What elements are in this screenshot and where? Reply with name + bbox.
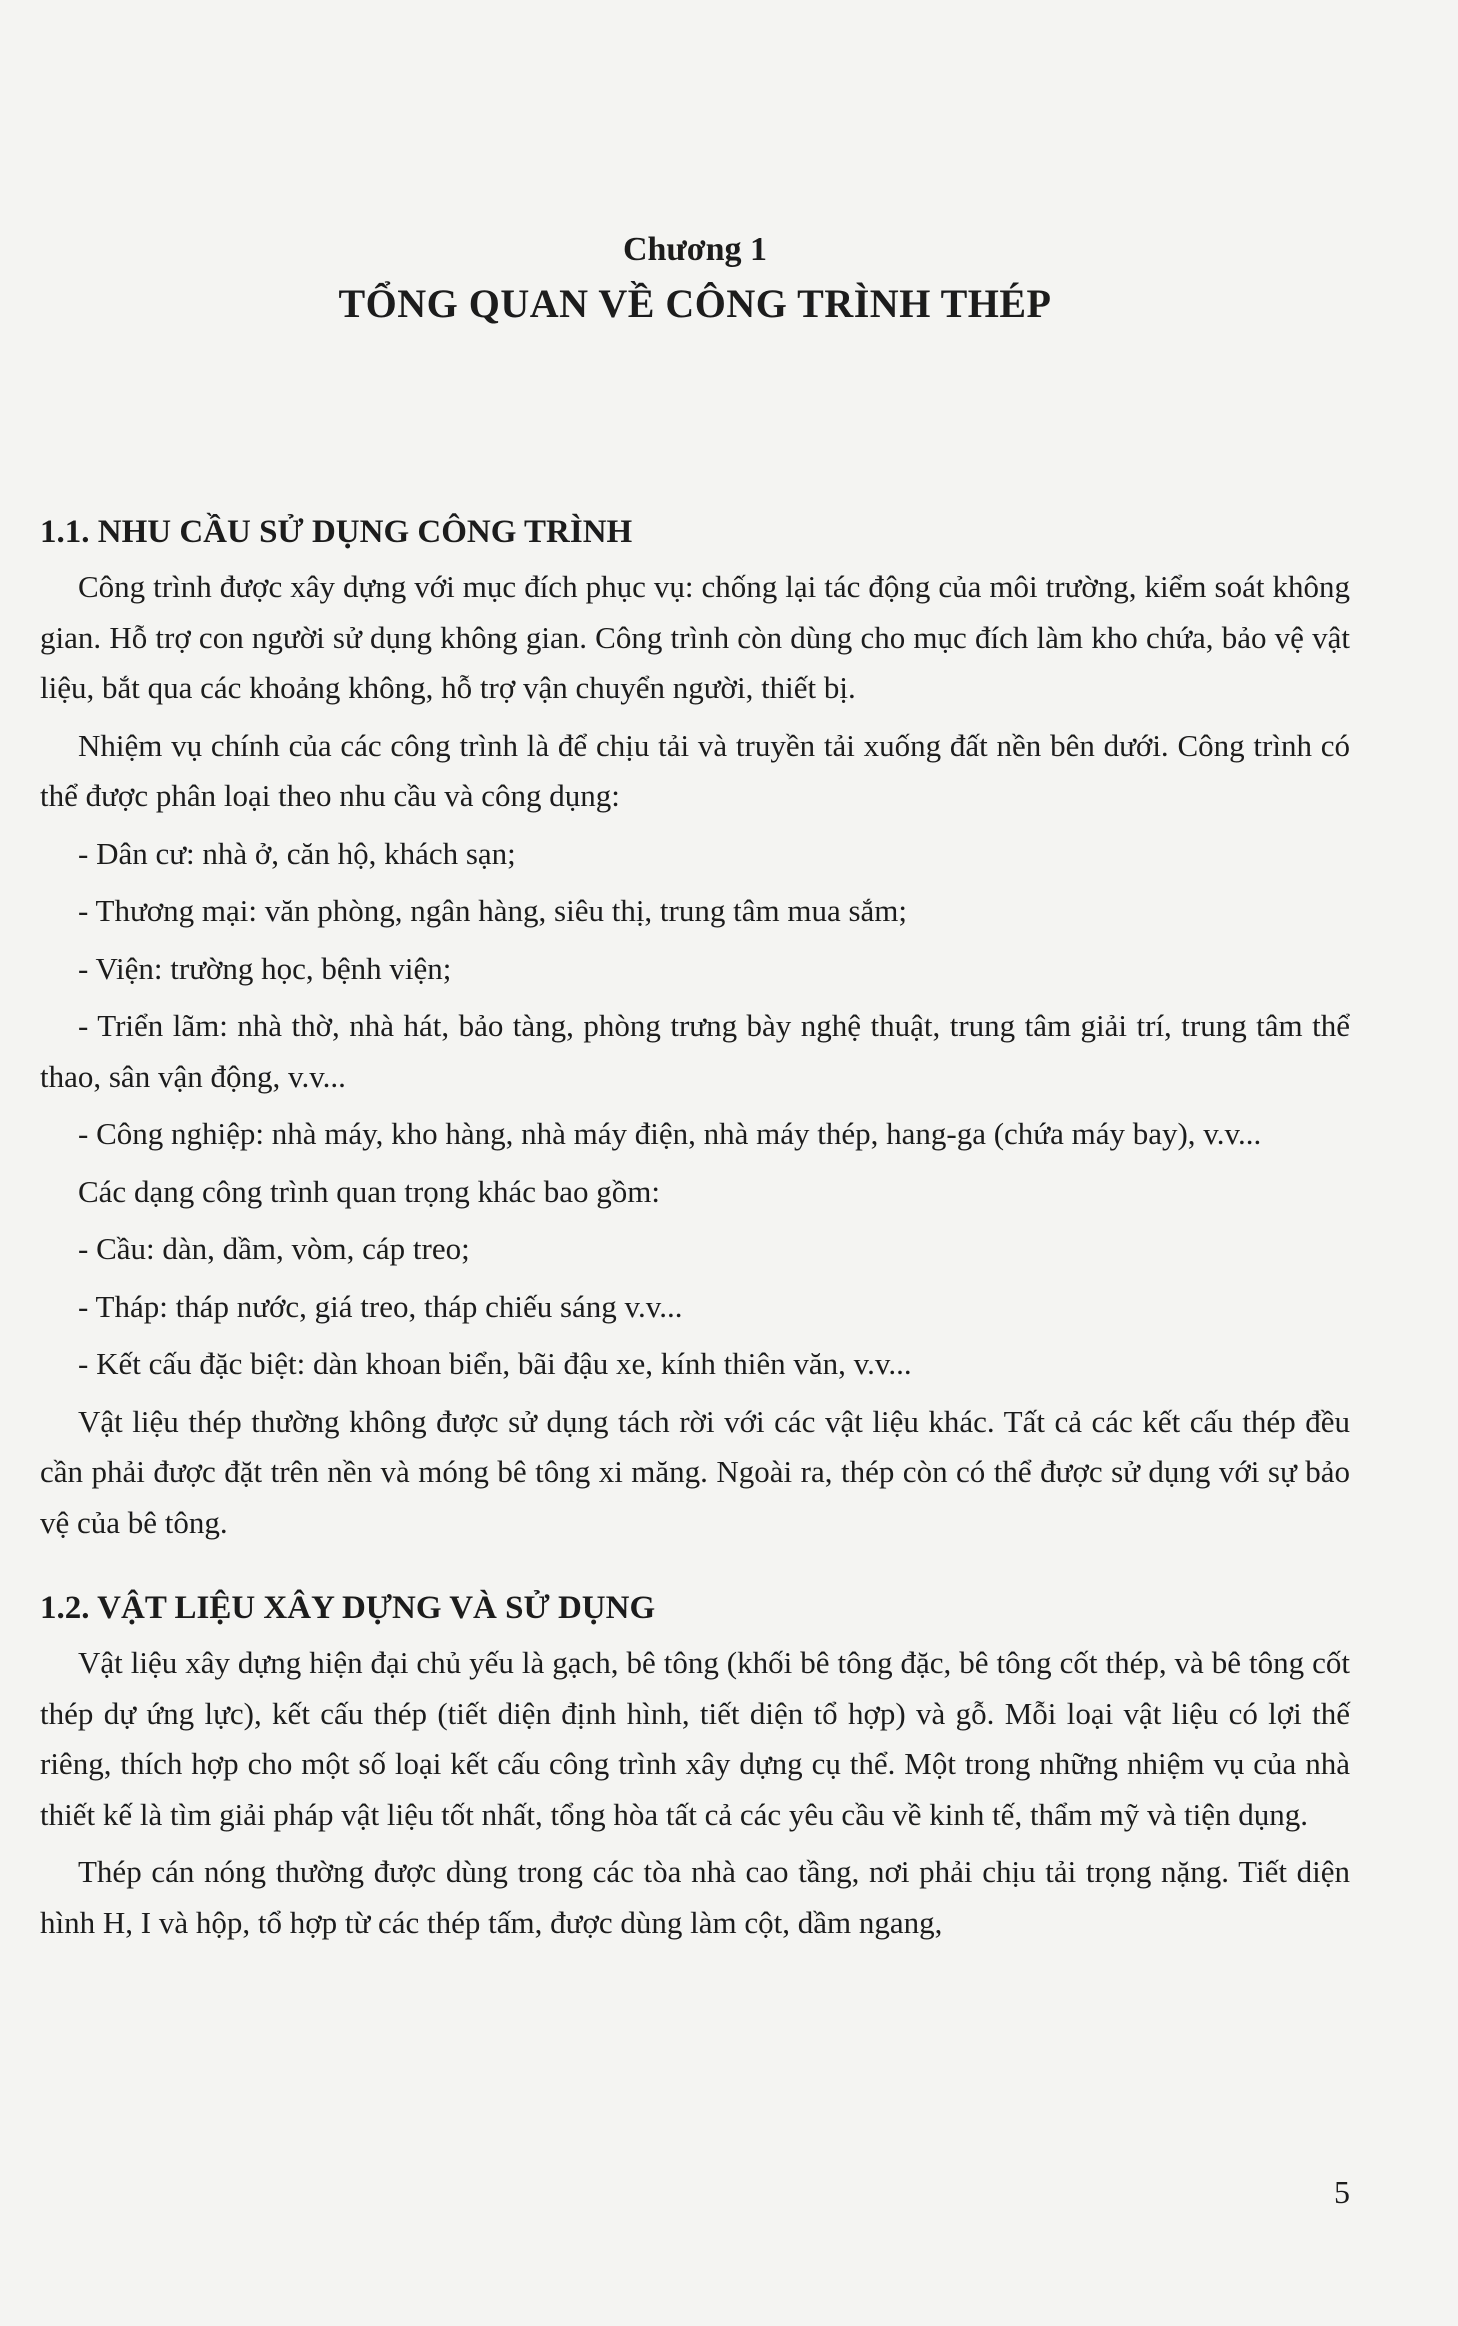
section-heading-1-1: 1.1. NHU CẦU SỬ DỤNG CÔNG TRÌNH: [40, 514, 633, 550]
list-item: - Cầu: dàn, dầm, vòm, cáp treo;: [78, 1231, 470, 1266]
list-item: - Kết cấu đặc biệt: dàn khoan biển, bãi đậu xe, kính thiên văn, v.v...: [78, 1346, 912, 1381]
paragraph: Vật liệu xây dựng hiện đại chủ yếu là gạch, bê tông (khối bê tông đặc, bê tông cốt thép, và bê tông cốt thép dự ứng lực), kết cấu thép (tiết diện định hình, tiết diện tổ hợp) và gỗ. Mỗi loại vật liệu có lợi thế riêng, thích hợp cho một số loại kết cấu công trình xây dựng cụ thể. Một trong những nhiệm vụ của nhà thiết kế là tìm giải pháp vật liệu tốt nhất, tổng hòa tất cả các yêu cầu về kinh tế, thẩm mỹ và tiện dụng.: [40, 1645, 1350, 1832]
page-content: [40, 228, 1350, 1948]
section-1-1-body: [40, 562, 1350, 1548]
list-item: - Thương mại: văn phòng, ngân hàng, siêu thị, trung tâm mua sắm;: [78, 893, 908, 928]
page-number: 5: [1334, 2174, 1350, 2210]
chapter-label: Chương 1: [622, 231, 768, 268]
paragraph: Vật liệu thép thường không được sử dụng tách rời với các vật liệu khác. Tất cả các kết cấu thép đều cần phải được đặt trên nền và móng bê tông xi măng. Ngoài ra, thép còn có thể được sử dụng với sự bảo vệ của bê tông.: [40, 1403, 1350, 1540]
paragraph: Nhiệm vụ chính của các công trình là để chịu tải và truyền tải xuống đất nền bên dưới. Công trình có thể được phân loại theo nhu cầu và công dụng:: [40, 727, 1350, 813]
section-1-2-body: [40, 1638, 1350, 1948]
paragraph: Công trình được xây dựng với mục đích phục vụ: chống lại tác động của môi trường, kiểm soát không gian. Hỗ trợ con người sử dụng không gian. Công trình còn dùng cho mục đích làm kho chứa, bảo vệ vật liệu, bắt qua các khoảng không, hỗ trợ vận chuyển người, thiết bị.: [40, 569, 1350, 705]
paragraph: Các dạng công trình quan trọng khác bao gồm:: [78, 1173, 660, 1209]
list-item: - Dân cư: nhà ở, căn hộ, khách sạn;: [78, 835, 516, 871]
list-item: - Công nghiệp: nhà máy, kho hàng, nhà máy điện, nhà máy thép, hang-ga (chứa máy bay), v.v...: [78, 1116, 1262, 1151]
list-item: - Viện: trường học, bệnh viện;: [78, 950, 452, 986]
list-item: - Triển lãm: nhà thờ, nhà hát, bảo tàng, phòng trưng bày nghệ thuật, trung tâm giải trí, trung tâm thể thao, sân vận động, v.v...: [40, 1008, 1350, 1094]
paragraph: Thép cán nóng thường được dùng trong các tòa nhà cao tầng, nơi phải chịu tải trọng nặng. Tiết diện hình H, I và hộp, tổ hợp từ các thép tấm, được dùng làm cột, dầm ngang,: [40, 1854, 1350, 1940]
section-heading-1-2: 1.2. VẬT LIỆU XÂY DỰNG VÀ SỬ DỤNG: [40, 1590, 656, 1626]
list-item: - Tháp: tháp nước, giá treo, tháp chiếu sáng v.v...: [78, 1288, 683, 1324]
chapter-title: TỔNG QUAN VỀ CÔNG TRÌNH THÉP: [338, 281, 1052, 326]
